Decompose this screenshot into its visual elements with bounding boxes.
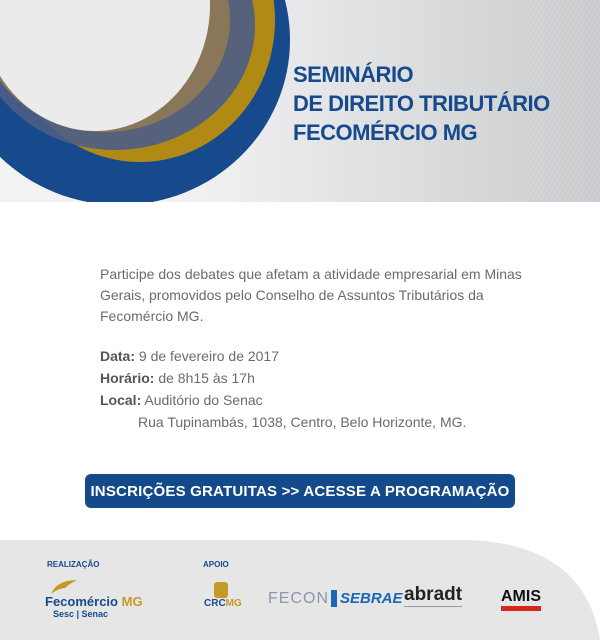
title-line: DE DIREITO TRIBUTÁRIO [293,91,550,116]
fecon-logo[interactable]: FECON [268,590,329,607]
register-button[interactable]: INSCRIÇÕES GRATUITAS >> ACESSE A PROGRAMAÇÃO [85,474,515,508]
time-label: Horário: [100,370,155,386]
title-line: FECOMÉRCIO MG [293,120,478,145]
intro-text: Participe dos debates que afetam a atividade empresarial em Minas Gerais, promovidos pelo Conselho de Assuntos Tributários da Fecomércio MG. [100,266,522,324]
sesc-senac-text: Sesc | Senac [53,609,109,619]
crc-mg-text: MG [225,598,242,609]
crc-text: CRC [204,598,226,609]
fecomercio-mg-text: MG [121,594,143,609]
fecomercio-logo[interactable] [45,582,143,619]
event-details [100,345,520,433]
fecomercio-text: Fecomércio [45,594,118,609]
place-value: Auditório do Senac [144,392,263,408]
amis-logo[interactable]: AMIS [501,588,541,611]
place-label: Local: [100,392,142,408]
crc-emblem-icon [214,582,228,598]
apoio-label: APOIO [203,560,229,569]
title-line: SEMINÁRIO [293,62,414,87]
feather-icon [49,578,79,596]
date-value: 9 de fevereiro de 2017 [138,348,280,364]
realizacao-label: REALIZAÇÃO [47,560,100,569]
crcmg-logo[interactable] [204,582,242,609]
date-label: Data: [100,348,136,364]
abradt-logo[interactable]: abradt [404,584,463,605]
address: Rua Tupinambás, 1038, Centro, Belo Horizonte, MG. [138,414,467,430]
sebrae-logo[interactable]: SEBRAE [331,590,403,607]
footer [0,540,600,640]
time-value: de 8h15 às 17h [158,370,255,386]
header-banner [0,0,600,202]
page-title [293,60,593,147]
